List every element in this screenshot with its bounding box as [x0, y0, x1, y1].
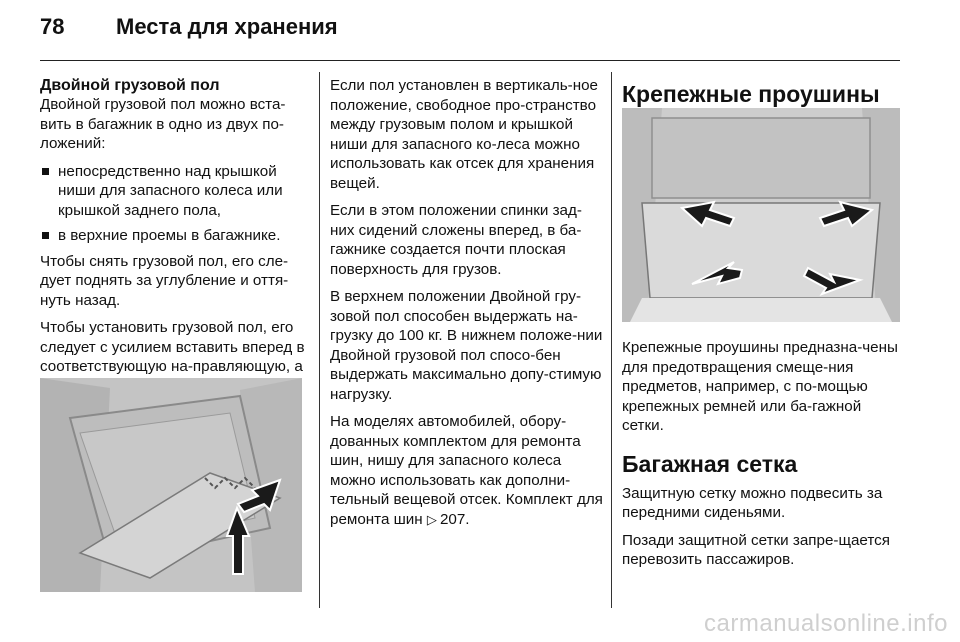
section-heading-tie-downs: Крепежные проушины [622, 81, 880, 107]
paragraph: Крепежные проушины предназна-чены для предотвращения смеще-ния предметов, например, с по-мощью крепежных ремней или ба-гажной сетки. [622, 339, 898, 434]
page-number: 78 [40, 14, 65, 39]
paragraph: Позади защитной сетки запре-щается перевозить пассажиров. [622, 531, 890, 568]
paragraph: Чтобы установить грузовой пол, его следует с усилием вставить вперед в соответствующую на-правляющую, а [40, 319, 305, 375]
column-1 [40, 76, 312, 404]
paragraph: Защитную сетку можно подвесить за передними сиденьями. [622, 484, 883, 521]
paragraph: Если в этом положении спинки зад-них сидений сложены вперед, в ба-гажнике создается почти плоская поверхность для грузов. [330, 202, 582, 278]
paragraph-text: На моделях автомобилей, обору-дованных комплектом для ремонта шин, нишу для запасного колеса можно использовать как дополни-тельный вещевой отсек. Комплект для ремонта шин [330, 413, 603, 528]
list-item: в верхние проемы в багажнике. [40, 226, 312, 246]
list-item: непосредственно над крышкой ниши для запасного колеса или крышкой заднего пола, [40, 162, 312, 221]
paragraph: Двойной грузовой пол можно вста-вить в багажник в одно из двух по-ложений: [40, 96, 286, 152]
header-rule [40, 60, 900, 61]
watermark: carmanualsonline.info [704, 610, 948, 637]
tie-down-eyes-illustration [622, 108, 900, 322]
column-2 [330, 76, 604, 537]
bullet-list [40, 162, 312, 246]
paragraph: Чтобы снять грузовой пол, его сле-дует поднять за углубление и оття-нуть назад. [40, 252, 289, 309]
section-heading-double-floor: Двойной грузовой пол [40, 77, 220, 94]
column-divider-2 [611, 72, 612, 608]
column-3-text [622, 338, 902, 578]
page-title: Места для хранения [116, 14, 338, 39]
paragraph [330, 412, 604, 529]
paragraph: Если пол установлен в вертикаль-ное положение, свободное про-странство между грузовым полом и крышкой ниши для запасного ко-леса можно использовать как отсек для хранения вещей. [330, 77, 598, 192]
page-reference-icon: ▷ [426, 511, 437, 527]
cargo-floor-illustration [40, 378, 302, 592]
section-heading-luggage-net: Багажная сетка [622, 450, 798, 477]
page-reference-link[interactable]: 207. [439, 510, 470, 528]
column-divider-1 [319, 72, 320, 608]
paragraph: В верхнем положении Двойной гру-зовой пол способен выдержать на-грузку до 100 кг. В нижнем положе-нии Двойной грузовой пол спосо-бен выдержать максимально допу-стимую нагрузку. [330, 288, 603, 403]
